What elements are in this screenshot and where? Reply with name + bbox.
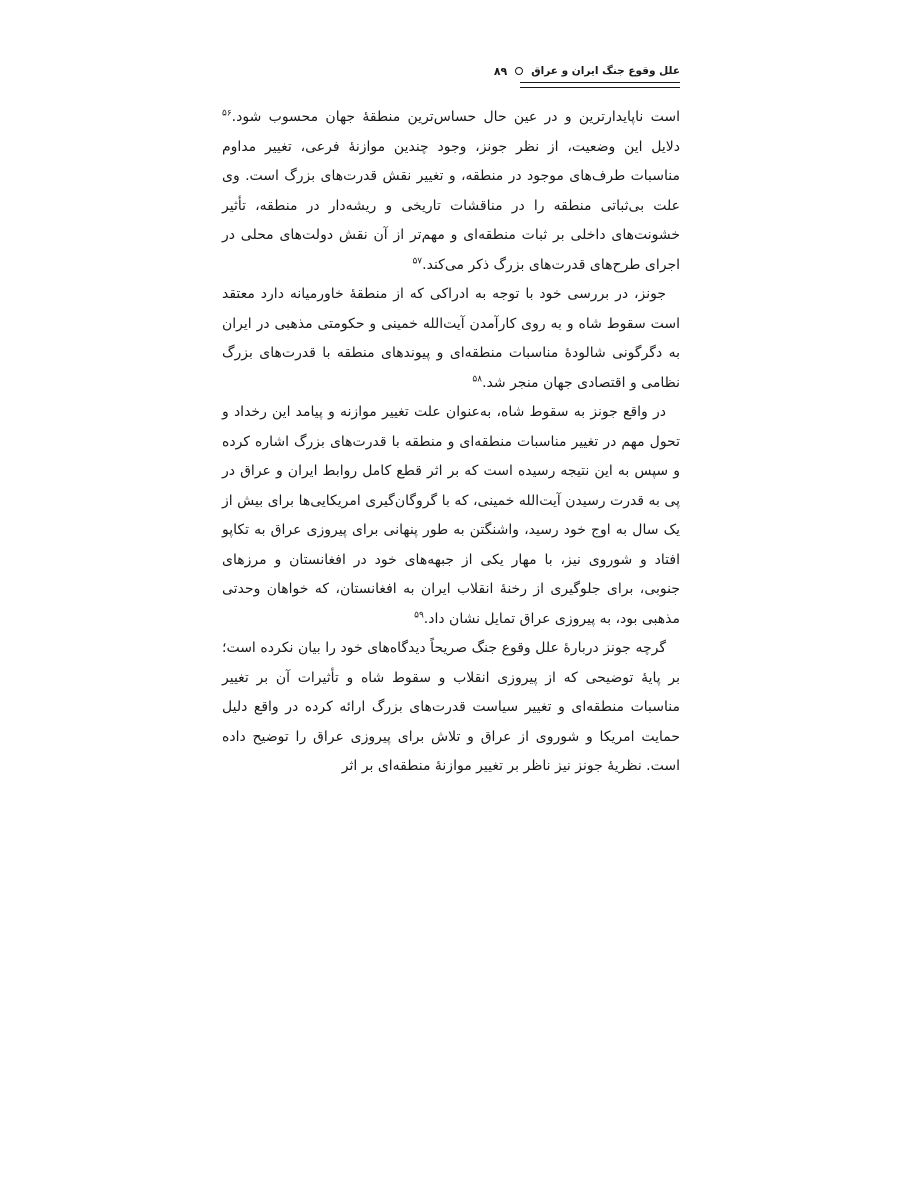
paragraph-text: دلایل این وضعیت، از نظر جونز، وجود چندین موازنهٔ فرعی، تغییر مداوم مناسبات طرف‌های موجود در منطقه، و تغییر نقش قدرت‌های بزرگ است. وی علت بی‌ثباتی منطقه را در مناقشات تاریخی و ریشه‌دار در منطقه، تأثیر خشونت‌های داخلی بر ثبات منطقه‌ای و مهم‌تر از آن نقش دولت‌های محلی در اجرای طرح‌های قدرت‌های بزرگ ذکر می‌کند. [222, 138, 680, 273]
footnote-ref: ۵۷ [412, 255, 423, 266]
paragraph-text: است ناپایدارترین و در عین حال حساس‌ترین منطقهٔ جهان محسوب شود. [231, 109, 680, 125]
running-title: علل وقوع جنگ ایران و عراق [531, 65, 680, 77]
paragraph-3 [222, 398, 680, 634]
header-double-rule [520, 82, 680, 88]
page-number: ۸۹ [493, 64, 508, 78]
paragraph-text: گرچه جونز دربارهٔ علل وقوع جنگ صریحاً دیدگاه‌های خود را بیان نکرده است؛ بر پایهٔ توضیحی که از پیروزی انقلاب و سقوط شاه و تأثیرات آن بر تغییر مناسبات منطقه‌ای و تغییر سیاست قدرت‌های بزرگ ارائه کرده در واقع دلیل حمایت امریکا و شوروی از عراق و تلاش برای پیروزی عراق را توضیح داده است. نظریهٔ جونز نیز ناظر بر تغییر موازنهٔ منطقه‌ای بر اثر [222, 640, 680, 774]
footnote-ref: ۵۸ [472, 373, 483, 384]
body-text [222, 103, 680, 782]
book-page [222, 60, 680, 774]
paragraph-4 [222, 634, 680, 782]
footnote-ref: ۵۶ [222, 108, 232, 119]
paragraph-text: در واقع جونز به سقوط شاه، به‌عنوان علت تغییر موازنه و پیامد این رخداد و تحول مهم در تغییر مناسبات منطقه‌ای و منطقه با قدرت‌های بزرگ اشاره کرده و سپس به این نتیجه رسیده است که بر اثر قطع کامل روابط ایران و عراق در پی به قدرت رسیدن آیت‌الله خمینی، که با گروگان‌گیری امریکایی‌ها برای بیش از یک سال به اوج خود رسید، واشنگتن به طور پنهانی برای پیروزی عراق به تکاپو افتاد و شوروی نیز، با مهار یکی از جبهه‌های خود در افغانستان و مرزهای جنوبی، برای جلوگیری از رخنهٔ انقلاب ایران به افغانستان، که خواهان وحدتی مذهبی بود، به پیروزی عراق تمایل نشان داد. [222, 404, 680, 627]
circle-separator-icon [515, 67, 523, 75]
paragraph-text: جونز، در بررسی خود با توجه به ادراکی که از منطقهٔ خاورمیانه دارد معتقد است سقوط شاه و به روی کارآمدن آیت‌الله خمینی و حکومتی مذهبی در ایران به دگرگونی شالودهٔ مناسبات منطقه‌ای و پیوندهای منطقه با قدرت‌های بزرگ نظامی و اقتصادی جهان منجر شد. [222, 286, 680, 391]
running-header [222, 60, 680, 82]
paragraph-2 [222, 280, 680, 398]
footnote-ref: ۵۹ [414, 609, 424, 620]
paragraph-1 [222, 103, 680, 280]
